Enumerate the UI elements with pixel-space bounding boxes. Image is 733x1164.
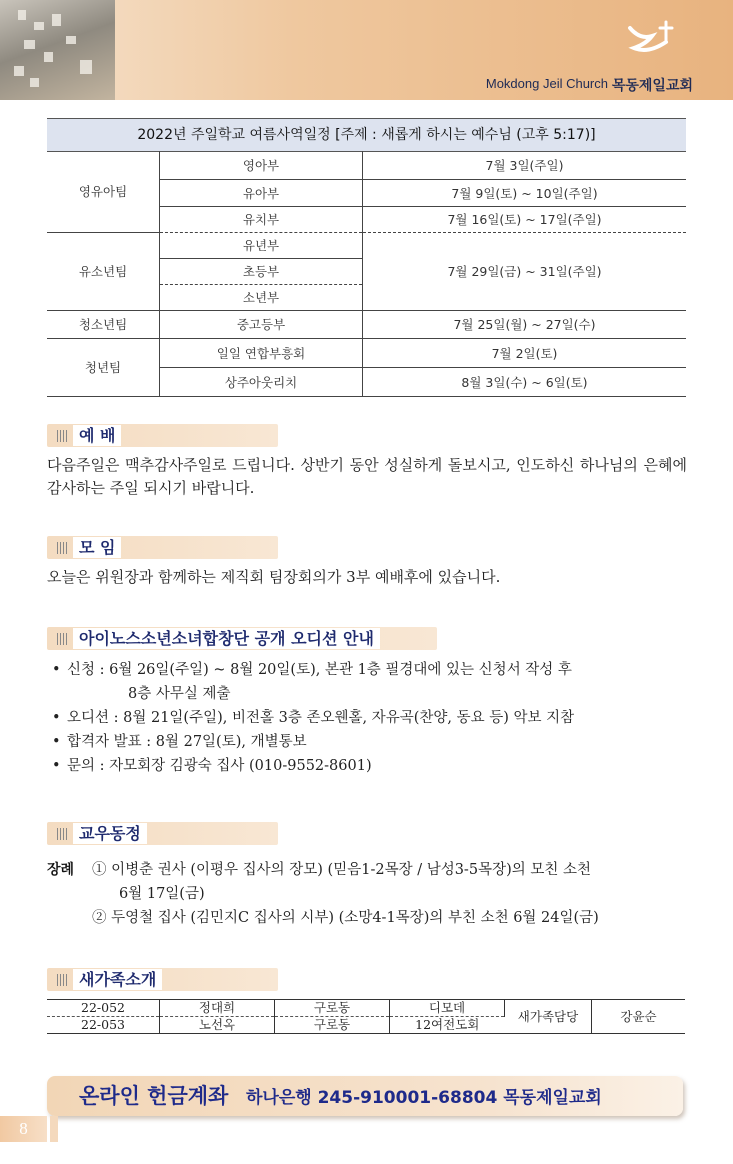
audition-section-header	[47, 627, 437, 650]
family-group: 12여전도회	[390, 1017, 505, 1034]
newfamily-table	[47, 999, 685, 1034]
news-heading: 교우동정	[73, 823, 147, 844]
dept-cell: 초등부	[160, 258, 363, 284]
worship-heading: 예 배	[73, 425, 121, 446]
family-name: 정대희	[160, 1000, 275, 1017]
family-id: 22-053	[47, 1017, 160, 1034]
page-number: 8	[0, 1116, 47, 1142]
team-cell: 청년팀	[47, 338, 160, 396]
list-item: • 문의 : 자모회장 김광숙 집사 (010-9552-8601)	[47, 754, 697, 778]
meeting-heading: 모 임	[73, 537, 121, 558]
table-row	[47, 1000, 685, 1017]
family-id: 22-052	[47, 1000, 160, 1017]
condolence-line: ② 두영철 집사 (김민지C 집사의 시부) (소망4-1목장)의 부친 소천 6월 24일(금)	[92, 910, 599, 926]
list-item: • 신청 : 6월 26일(주일) ~ 8월 20일(토), 본관 1층 필경대에 있는 신청서 작성 후	[47, 658, 697, 682]
audition-heading: 아이노스소년소녀합창단 공개 오디션 안내	[73, 628, 380, 649]
date-cell: 7월 3일(주일)	[363, 151, 687, 179]
dept-cell: 상주아웃리치	[160, 367, 363, 396]
bars-icon	[57, 430, 69, 442]
team-cell: 영유아팀	[47, 151, 160, 232]
newfamily-heading: 새가족소개	[73, 969, 162, 990]
date-cell: 7월 16일(토) ~ 17일(주일)	[363, 206, 687, 232]
church-logo-icon	[626, 18, 678, 58]
staff-name: 강윤순	[592, 1000, 686, 1034]
team-cell: 유소년팀	[47, 232, 160, 310]
date-cell: 7월 29일(금) ~ 31일(주일)	[363, 232, 687, 310]
dept-cell: 유치부	[160, 206, 363, 232]
condolence-block	[47, 858, 697, 930]
family-group: 디모데	[390, 1000, 505, 1017]
church-building-photo	[0, 0, 115, 100]
list-item: • 오디션 : 8월 21일(주일), 비전홀 3층 존오웬홀, 자유곡(찬양, 동요 등) 악보 지참	[47, 706, 697, 730]
list-item: • 합격자 발표 : 8월 27일(토), 개별통보	[47, 730, 697, 754]
team-cell: 청소년팀	[47, 310, 160, 338]
date-cell: 8월 3일(수) ~ 6일(토)	[363, 367, 687, 396]
funeral-tag: 장례	[47, 862, 75, 878]
news-section-header	[47, 822, 278, 845]
family-area: 구로동	[275, 1000, 390, 1017]
schedule-table	[47, 151, 686, 397]
dept-cell: 유아부	[160, 179, 363, 206]
date-cell: 7월 25일(월) ~ 27일(수)	[363, 310, 687, 338]
family-area: 구로동	[275, 1017, 390, 1034]
church-name-en: Mokdong Jeil Church	[485, 76, 608, 91]
meeting-text: 오늘은 위원장과 함께하는 제직회 팀장회의가 3부 예배후에 있습니다.	[47, 568, 501, 586]
bars-icon	[57, 633, 69, 645]
offering-banner	[47, 1076, 683, 1116]
schedule-title: 2022년 주일학교 여름사역일정 [주제 : 새롭게 하시는 예수님 (고후 5:17)]	[47, 118, 686, 152]
dept-cell: 영아부	[160, 151, 363, 179]
list-item-continuation: 8층 사무실 제출	[128, 686, 231, 702]
worship-section-header	[47, 424, 278, 447]
dept-cell: 일일 연합부흥회	[160, 338, 363, 367]
offering-label: 온라인 헌금계좌	[79, 1084, 229, 1108]
bars-icon	[57, 542, 69, 554]
newfamily-section-header	[47, 968, 278, 991]
family-name: 노선옥	[160, 1017, 275, 1034]
dept-cell: 소년부	[160, 284, 363, 310]
offering-account: 하나은행 245-910001-68804 목동제일교회	[246, 1088, 602, 1108]
condolence-line: ① 이병춘 권사 (이평우 집사의 장모) (믿음1-2목장 / 남성3-5목장)의 모친 소천	[92, 862, 591, 878]
audition-list	[47, 658, 697, 778]
page-strip	[50, 1116, 58, 1142]
date-cell: 7월 2일(토)	[363, 338, 687, 367]
bars-icon	[57, 828, 69, 840]
meeting-section-header	[47, 536, 278, 559]
condolence-line: 6월 17일(금)	[119, 886, 205, 902]
bars-icon	[57, 974, 69, 986]
dept-cell: 유년부	[160, 232, 363, 258]
worship-text: 다음주일은 맥추감사주일로 드립니다. 상반기 동안 성실하게 돌보시고, 인도하신 하나님의 은혜에 감사하는 주일 되시기 바랍니다.	[47, 456, 687, 497]
dept-cell: 중고등부	[160, 310, 363, 338]
date-cell: 7월 9일(토) ~ 10일(주일)	[363, 179, 687, 206]
staff-label: 새가족담당	[505, 1000, 592, 1034]
church-name-ko: 목동제일교회	[611, 78, 693, 94]
page-header	[0, 0, 733, 100]
